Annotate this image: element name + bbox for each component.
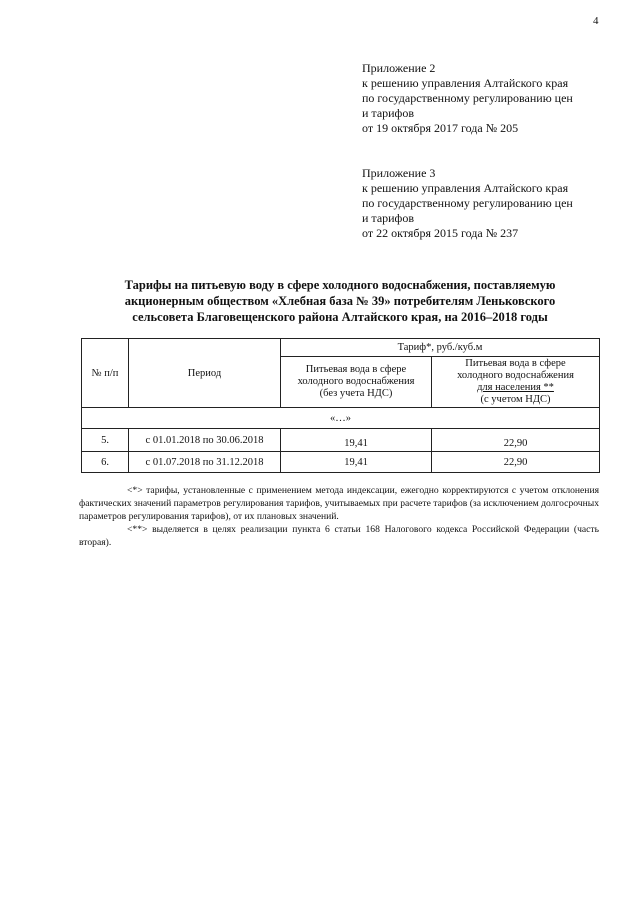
title-line: сельсовета Благовещенского района Алтайского края, на 2016–2018 годы	[132, 310, 548, 324]
row-with-vat: 22,90	[432, 429, 600, 452]
header-with-vat-line: для населения **	[477, 382, 554, 393]
row-no-vat: 19,41	[281, 429, 432, 452]
header-no-vat	[281, 357, 432, 408]
row-period: с 01.01.2018 по 30.06.2018	[129, 429, 281, 452]
appendix-3-line: Приложение 3	[362, 166, 436, 180]
table-row	[82, 452, 600, 473]
row-no-vat: 19,41	[281, 452, 432, 473]
appendix-3-line: и тарифов	[362, 211, 415, 225]
ellipsis-cell: «…»	[82, 408, 600, 429]
appendix-3-line: по государственному регулированию цен	[362, 196, 573, 210]
header-no-vat-line: холодного водоснабжения	[297, 376, 415, 387]
header-no-vat-line: (без учета НДС)	[319, 388, 393, 399]
table-row	[82, 429, 600, 452]
footnote-1: <*> тарифы, установленные с применением метода индексации, ежегодно корректируются с учетом отклонения фактических значений параметров регулирования тарифов, учитываемых при расчете тарифов (за исключением долгосрочных параметров регулирования тарифов), от их плановых значений.	[79, 485, 599, 522]
row-num: 5.	[82, 429, 129, 452]
header-tariff-group: Тариф*, руб./куб.м	[281, 339, 600, 357]
title-line: акционерным обществом «Хлебная база № 39» потребителям Леньковского	[124, 294, 556, 308]
footnotes	[79, 484, 599, 549]
page-number: 4	[593, 15, 599, 27]
header-with-vat	[432, 357, 600, 408]
header-with-vat-line: (с учетом НДС)	[480, 394, 551, 405]
tariff-table	[81, 338, 600, 473]
title-line: Тарифы на питьевую воду в сфере холодного водоснабжения, поставляемую	[124, 278, 556, 292]
appendix-2-line: по государственному регулированию цен	[362, 91, 573, 105]
header-with-vat-line: Питьевая вода в сфере	[465, 358, 566, 369]
appendix-2-line: от 19 октября 2017 года № 205	[362, 121, 519, 135]
appendix-3-line: от 22 октября 2015 года № 237	[362, 226, 519, 240]
footnote-2: <**> выделяется в целях реализации пункта 6 статьи 168 Налогового кодекса Российской Федерации (часть вторая).	[79, 524, 599, 548]
appendix-2-line: и тарифов	[362, 106, 415, 120]
appendix-2-line: к решению управления Алтайского края	[362, 76, 569, 90]
appendix-3-line: к решению управления Алтайского края	[362, 181, 569, 195]
row-period: с 01.07.2018 по 31.12.2018	[129, 452, 281, 473]
header-period: Период	[129, 339, 281, 408]
table-header-row	[82, 339, 600, 357]
appendix-3-block	[362, 166, 573, 241]
appendix-2-line: Приложение 2	[362, 61, 436, 75]
row-num: 6.	[82, 452, 129, 473]
row-with-vat: 22,90	[432, 452, 600, 473]
header-no-vat-line: Питьевая вода в сфере	[305, 364, 407, 375]
appendix-2-block	[362, 61, 573, 136]
table-row-ellipsis	[82, 408, 600, 429]
document-title	[80, 277, 600, 325]
header-num: № п/п	[82, 339, 129, 408]
header-with-vat-line: холодного водоснабжения	[457, 370, 574, 381]
